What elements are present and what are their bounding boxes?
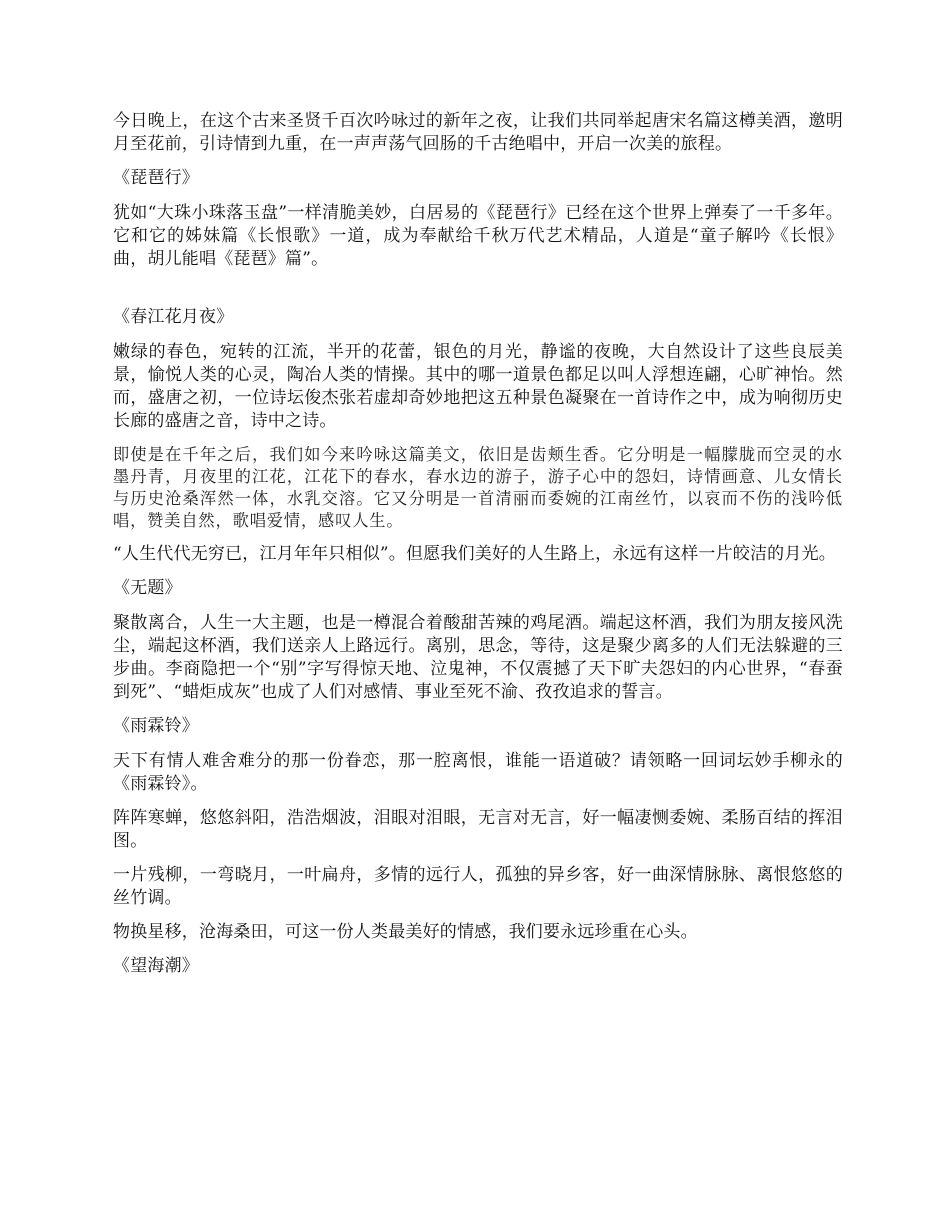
chunjiang-paragraph-1: 嫩绿的春色，宛转的江流，半开的花蕾，银色的月光，静谧的夜晚，大自然设计了这些良辰美景，愉悦人类的心灵，陶冶人类的情操。其中的哪一道景色都足以叫人浮想连翩，心旷神怡。然而，盛唐之初，一位诗坛俊杰张若虚却奇妙地把这五种景色凝聚在一首诗作之中，成为响彻历史长廊的盛唐之音，诗中之诗。 <box>113 342 843 431</box>
yulinling-paragraph-2: 阵阵寒蝉，悠悠斜阳，浩浩烟波，泪眼对泪眼，无言对无言，好一幅凄恻委婉、柔肠百结的挥泪图。 <box>113 808 843 851</box>
wuti-paragraph: 聚散离合，人生一大主题，也是一樽混合着酸甜苦辣的鸡尾酒。端起这杯酒，我们为朋友接风洗尘，端起这杯酒，我们送亲人上路远行。离别，思念，等待，这是聚少离多的人们无法躲避的三步曲。李商隐把一个“别”字写得惊天地、泣鬼神，不仅震撼了天下旷夫怨妇的内心世界，“春蚕到死”、“蜡炬成灰”也成了人们对感情、事业至死不渝、孜孜追求的誓言。 <box>113 613 843 702</box>
section-title-chunjiang: 《春江花月夜》 <box>113 307 234 327</box>
intro-paragraph: 今日晚上，在这个古来圣贤千百次吟咏过的新年之夜，让我们共同举起唐宋名篇这樽美酒，邀明月至花前，引诗情到九重，在一声声荡气回肠的千古绝唱中，开启一次美的旅程。 <box>113 111 843 154</box>
yulinling-paragraph-3: 一片残柳，一弯晓月，一叶扁舟，多情的远行人，孤独的异乡客，好一曲深情脉脉、离恨悠悠的丝竹调。 <box>113 865 843 908</box>
section-title-pipa: 《琵琶行》 <box>113 168 199 188</box>
document-page <box>113 110 843 990</box>
section-title-wanghaichao: 《望海潮》 <box>113 956 199 976</box>
pipa-paragraph: 犹如“大珠小珠落玉盘”一样清脆美妙，白居易的《琵琶行》已经在这个世界上弹奏了一千多年。它和它的姊妹篇《长恨歌》一道，成为奉献给千秋万代艺术精品，人道是“童子解吟《长恨》曲，胡儿能唱《琵琶》篇”。 <box>113 203 843 269</box>
section-title-yulinling: 《雨霖铃》 <box>113 716 199 736</box>
section-title-wuti: 《无题》 <box>113 578 182 598</box>
chunjiang-paragraph-3: “人生代代无穷已，江月年年只相似”。但愿我们美好的人生路上，永远有这样一片皎洁的月光。 <box>113 544 836 564</box>
yulinling-paragraph-4: 物换星移，沧海桑田，可这一份人类最美好的情感，我们要永远珍重在心头。 <box>113 922 698 942</box>
chunjiang-paragraph-2: 即使是在千年之后，我们如今来吟咏这篇美文，依旧是齿颊生香。它分明是一幅朦胧而空灵的水墨丹青，月夜里的江花，江花下的春水，春水边的游子，游子心中的怨妇，诗情画意、儿女情长与历史沧桑浑然一体，水乳交溶。它又分明是一首清丽而委婉的江南丝竹，以哀而不伤的浅吟低唱，赞美自然，歌唱爱情，感叹人生。 <box>113 445 843 530</box>
yulinling-paragraph-1: 天下有情人难舍难分的那一份眷恋，那一腔离恨，谁能一语道破？请领略一回词坛妙手柳永的《雨霖铃》。 <box>113 751 843 794</box>
